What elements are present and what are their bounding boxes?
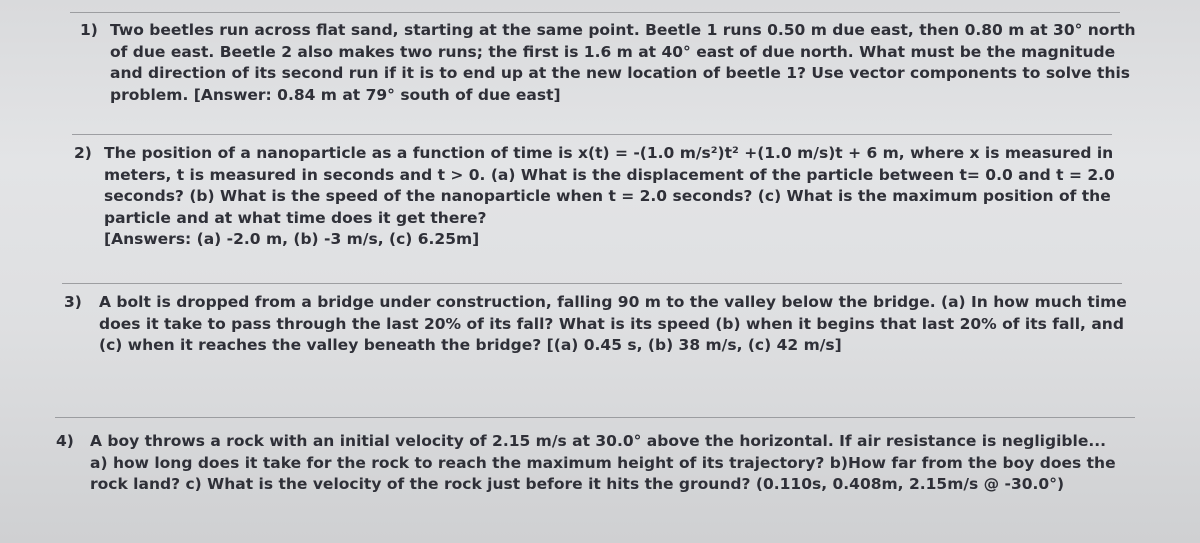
divider-3 [55, 417, 1135, 418]
problem-text [110, 20, 1136, 106]
problem-line: seconds? (b) What is the speed of the nanoparticle when t = 2.0 seconds? (c) What is the maximum position of the [104, 187, 1111, 205]
problem-line: particle and at what time does it get there? [104, 208, 487, 227]
problem-line: rock land? c) What is the velocity of the rock just before it hits the ground? (0.110s, 0.408m, 2.15m/s @ -30.0°) [90, 475, 1065, 493]
problem-text [99, 292, 1127, 357]
problem-text [90, 431, 1116, 496]
divider-2 [62, 283, 1122, 284]
problem-line: [Answers: (a) -2.0 m, (b) -3 m/s, (c) 6.25m] [104, 230, 480, 248]
problem-line: Two beetles run across flat sand, starting at the same point. Beetle 1 runs 0.50 m due east, then 0.80 m at 30° north [110, 21, 1136, 39]
problem-line: A bolt is dropped from a bridge under construction, falling 90 m to the valley below the bridge. (a) In how much time [99, 293, 1127, 311]
problem-line: problem. [Answer: 0.84 m at 79° south of due east] [110, 85, 561, 104]
problem-line: meters, t is measured in seconds and t > 0. (a) What is the displacement of the particle between t= 0.0 and t = 2.0 [104, 165, 1115, 184]
problem-number: 4) [56, 432, 74, 450]
problem-line: does it take to pass through the last 20% of its fall? What is its speed (b) when it begins that last 20% of its fall, and [99, 314, 1124, 333]
problem-line: (c) when it reaches the valley beneath the bridge? [(a) 0.45 s, (b) 38 m/s, (c) 42 m/s] [99, 336, 842, 354]
problem-number: 1) [80, 21, 98, 39]
problem-line: The position of a nanoparticle as a function of time is x(t) = -(1.0 m/s²)t² +(1.0 m/s)t + 6 m, where x is measured in [104, 144, 1114, 162]
top-rule [70, 12, 1120, 13]
problem-line: of due east. Beetle 2 also makes two runs; the first is 1.6 m at 40° east of due north. What must be the magnitude [110, 42, 1116, 61]
problem-number: 2) [74, 144, 92, 162]
problem-line: A boy throws a rock with an initial velocity of 2.15 m/s at 30.0° above the horizontal. If air resistance is negligible... [90, 432, 1106, 450]
problem-number: 3) [64, 293, 82, 311]
problem-line: and direction of its second run if it is to end up at the new location of beetle 1? Use vector components to solve this [110, 64, 1131, 82]
divider-1 [72, 134, 1112, 135]
problem-line: a) how long does it take for the rock to reach the maximum height of its trajectory? b)How far from the boy does the [90, 453, 1116, 472]
problem-text [104, 143, 1115, 251]
